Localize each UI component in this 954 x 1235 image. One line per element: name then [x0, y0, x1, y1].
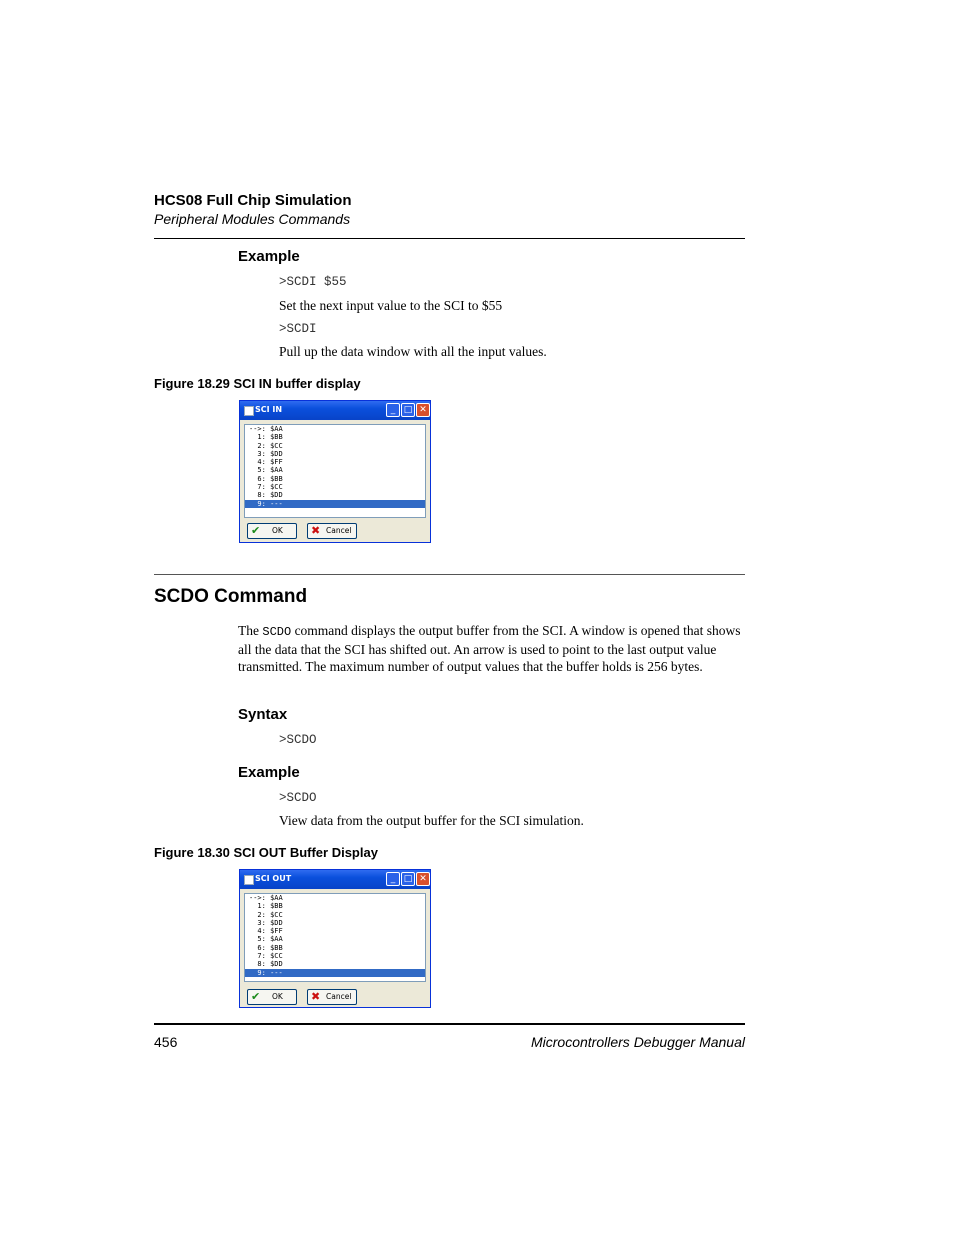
- body-text: Pull up the data window with all the input values.: [279, 344, 547, 359]
- list-item[interactable]: 4: $FF: [249, 458, 283, 467]
- maximize-icon[interactable]: □: [401, 872, 415, 886]
- minimize-icon[interactable]: _: [386, 403, 400, 417]
- cancel-label: Cancel: [326, 992, 352, 1001]
- list-item[interactable]: 7: $CC: [249, 483, 283, 492]
- check-icon: ✔: [251, 990, 261, 1003]
- section-heading: SCDO Command: [154, 586, 308, 607]
- sci-out-window: [239, 869, 431, 1008]
- inline-code: SCDO: [262, 625, 292, 639]
- cancel-button[interactable]: [307, 989, 357, 1005]
- footer-manual-title: Microcontrollers Debugger Manual: [531, 1034, 745, 1050]
- close-icon[interactable]: ✕: [416, 872, 430, 886]
- syntax-heading: Syntax: [238, 706, 288, 723]
- body-text: View data from the output buffer for the SCI simulation.: [279, 813, 584, 828]
- sci-in-window: [239, 400, 431, 543]
- window-icon: [244, 406, 254, 416]
- code-line: >SCDI: [279, 322, 317, 336]
- code-line: >SCDI $55: [279, 275, 347, 289]
- ok-button[interactable]: [247, 523, 297, 539]
- cancel-button[interactable]: [307, 523, 357, 539]
- section-rule: [154, 574, 745, 575]
- list-item[interactable]: 1: $BB: [249, 902, 283, 911]
- section-paragraph: [238, 622, 746, 675]
- window-title: SCI OUT: [255, 874, 292, 883]
- paragraph-text: The: [238, 623, 263, 638]
- list-item[interactable]: -->: $AA: [249, 894, 283, 902]
- ok-label: OK: [272, 526, 283, 535]
- body-text: Set the next input value to the SCI to $55: [279, 298, 503, 313]
- window-titlebar[interactable]: [240, 401, 430, 420]
- window-title: SCI IN: [255, 405, 283, 414]
- list-item[interactable]: 4: $FF: [249, 927, 283, 936]
- example-heading: Example: [238, 248, 300, 265]
- x-icon: ✖: [311, 524, 321, 537]
- header-rule: [154, 238, 745, 239]
- buffer-list[interactable]: [244, 893, 426, 982]
- ok-label: OK: [272, 992, 283, 1001]
- figure-caption: Figure 18.29 SCI IN buffer display: [154, 376, 361, 391]
- running-header-title: HCS08 Full Chip Simulation: [154, 192, 352, 209]
- list-item[interactable]: 2: $CC: [249, 441, 283, 450]
- figure-caption: Figure 18.30 SCI OUT Buffer Display: [154, 845, 378, 860]
- close-icon[interactable]: ✕: [416, 403, 430, 417]
- maximize-icon[interactable]: □: [401, 403, 415, 417]
- buffer-list[interactable]: [244, 424, 426, 518]
- window-titlebar[interactable]: [240, 870, 430, 889]
- code-line: >SCDO: [279, 733, 317, 747]
- list-item[interactable]: 6: $BB: [249, 474, 283, 483]
- code-line: >SCDO: [279, 791, 317, 805]
- list-item[interactable]: 2: $CC: [249, 910, 283, 919]
- list-item[interactable]: 3: $DD: [249, 449, 283, 458]
- list-item[interactable]: 5: $AA: [249, 935, 283, 944]
- list-item-selected[interactable]: 9: ---: [245, 969, 425, 977]
- cancel-label: Cancel: [326, 526, 352, 535]
- list-item[interactable]: 1: $BB: [249, 433, 283, 442]
- ok-button[interactable]: [247, 989, 297, 1005]
- list-item[interactable]: 3: $DD: [249, 918, 283, 927]
- list-item[interactable]: -->: $AA: [249, 425, 283, 433]
- list-item[interactable]: 7: $CC: [249, 952, 283, 961]
- window-icon: [244, 875, 254, 885]
- list-item[interactable]: 6: $BB: [249, 943, 283, 952]
- page-number: 456: [154, 1034, 178, 1050]
- list-item[interactable]: 5: $AA: [249, 466, 283, 475]
- check-icon: ✔: [251, 524, 261, 537]
- footer-rule: [154, 1023, 745, 1025]
- list-item-selected[interactable]: 9: ---: [245, 500, 425, 508]
- example-heading: Example: [238, 764, 300, 781]
- list-item[interactable]: 8: $DD: [249, 960, 283, 969]
- list-item[interactable]: 8: $DD: [249, 491, 283, 500]
- x-icon: ✖: [311, 990, 321, 1003]
- minimize-icon[interactable]: _: [386, 872, 400, 886]
- paragraph-text: command displays the output buffer from the SCI. A window is opened that shows all the data that the SCI has shifted out. An arrow is used to point to the last output value transmitted. The maximum number of output values that the buffer holds is 256 bytes.: [238, 623, 741, 674]
- running-header-subtitle: Peripheral Modules Commands: [154, 211, 351, 227]
